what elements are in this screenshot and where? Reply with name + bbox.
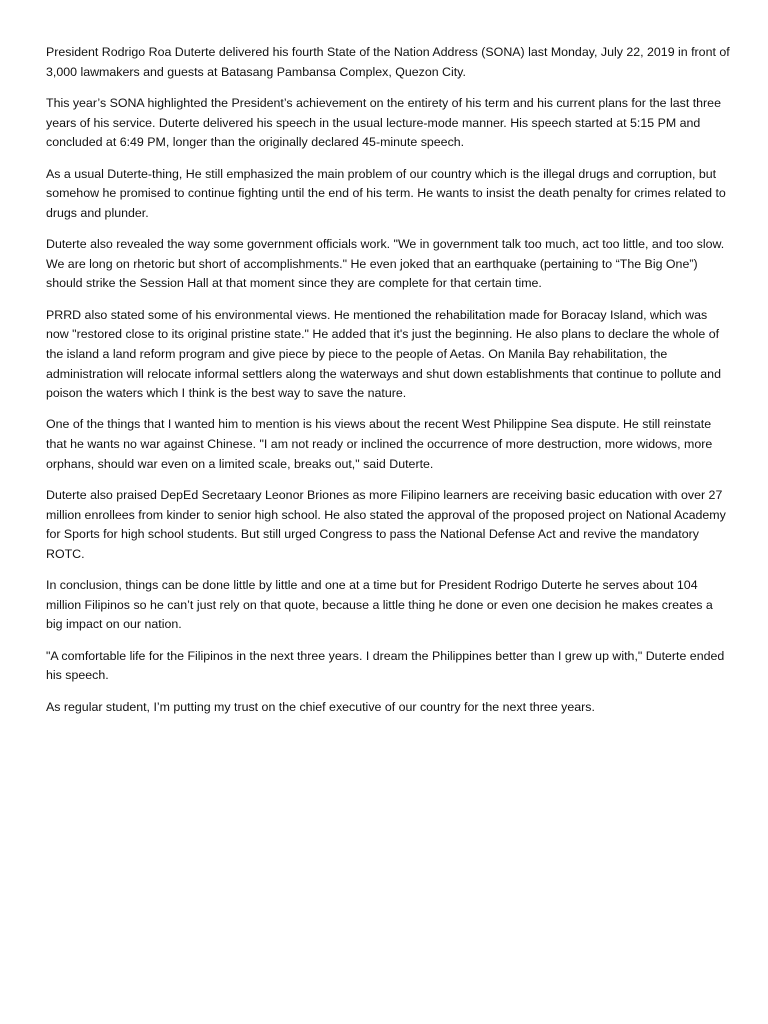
paragraph-9: "A comfortable life for the Filipinos in the next three years. I dream the Philippines better than I grew up with," Duterte ended his speech.: [46, 648, 725, 683]
paragraph-8: In conclusion, things can be done little by little and one at a time but for President Rodrigo Duterte he serves about 104 million Filipinos so he can’t just rely on that quote, because a little thing he done or even one decision he makes creates a big impact on our nation.: [46, 578, 713, 632]
paragraph-4: Duterte also revealed the way some government officials work. "We in government talk too much, act too little, and too slow. We are long on rhetoric but short of accomplishments." He even joked that an earthquake (pertaining to “The Big One”) should strike the Session Hall at that moment since they are complete for that certain time.: [46, 237, 725, 291]
paragraph-7: Duterte also praised DepEd Secretaary Leonor Briones as more Filipino learners are receiving basic education with over 27 million enrollees from kinder to senior high school. He also stated the approval of the proposed project on National Academy for Sports for high school students. But still urged Congress to pass the National Defense Act and revive the mandatory ROTC.: [46, 488, 726, 561]
paragraph-1: President Rodrigo Roa Duterte delivered his fourth State of the Nation Address (SONA) last Monday, July 22, 2019 in front of 3,000 lawmakers and guests at Batasang Pambansa Complex, Quezon City.: [46, 45, 730, 79]
document-body: [46, 43, 730, 729]
paragraph-5: PRRD also stated some of his environmental views. He mentioned the rehabilitation made for Boracay Island, which was now "restored close to its original pristine state." He added that it's just the beginning. He also plans to declare the whole of the island a land reform program and give piece by piece to the people of Aetas. On Manila Bay rehabilitation, the administration will relocate informal settlers along the waterways and shut down establishments that continue to pollute and poison the waters which I think is the best way to save the nature.: [46, 307, 721, 401]
paragraph-10: As regular student, I’m putting my trust on the chief executive of our country for the next three years.: [46, 699, 595, 714]
paragraph-6: One of the things that I wanted him to mention is his views about the recent West Philippine Sea dispute. He still reinstate that he wants no war against Chinese. "I am not ready or inclined the occurrence of more destruction, more widows, more orphans, should war even on a limited scale, breaks out," said Duterte.: [46, 417, 713, 471]
paragraph-3: As a usual Duterte-thing, He still emphasized the main problem of our country which is the illegal drugs and corruption, but somehow he promised to continue fighting until the end of his term. He wants to insist the death penalty for crimes related to drugs and plunder.: [46, 166, 726, 220]
paragraph-2: This year’s SONA highlighted the President’s achievement on the entirety of his term and his current plans for the last three years of his service. Duterte delivered his speech in the usual lecture-mode manner. His speech started at 5:15 PM and concluded at 6:49 PM, longer than the originally declared 45-minute speech.: [46, 95, 721, 150]
